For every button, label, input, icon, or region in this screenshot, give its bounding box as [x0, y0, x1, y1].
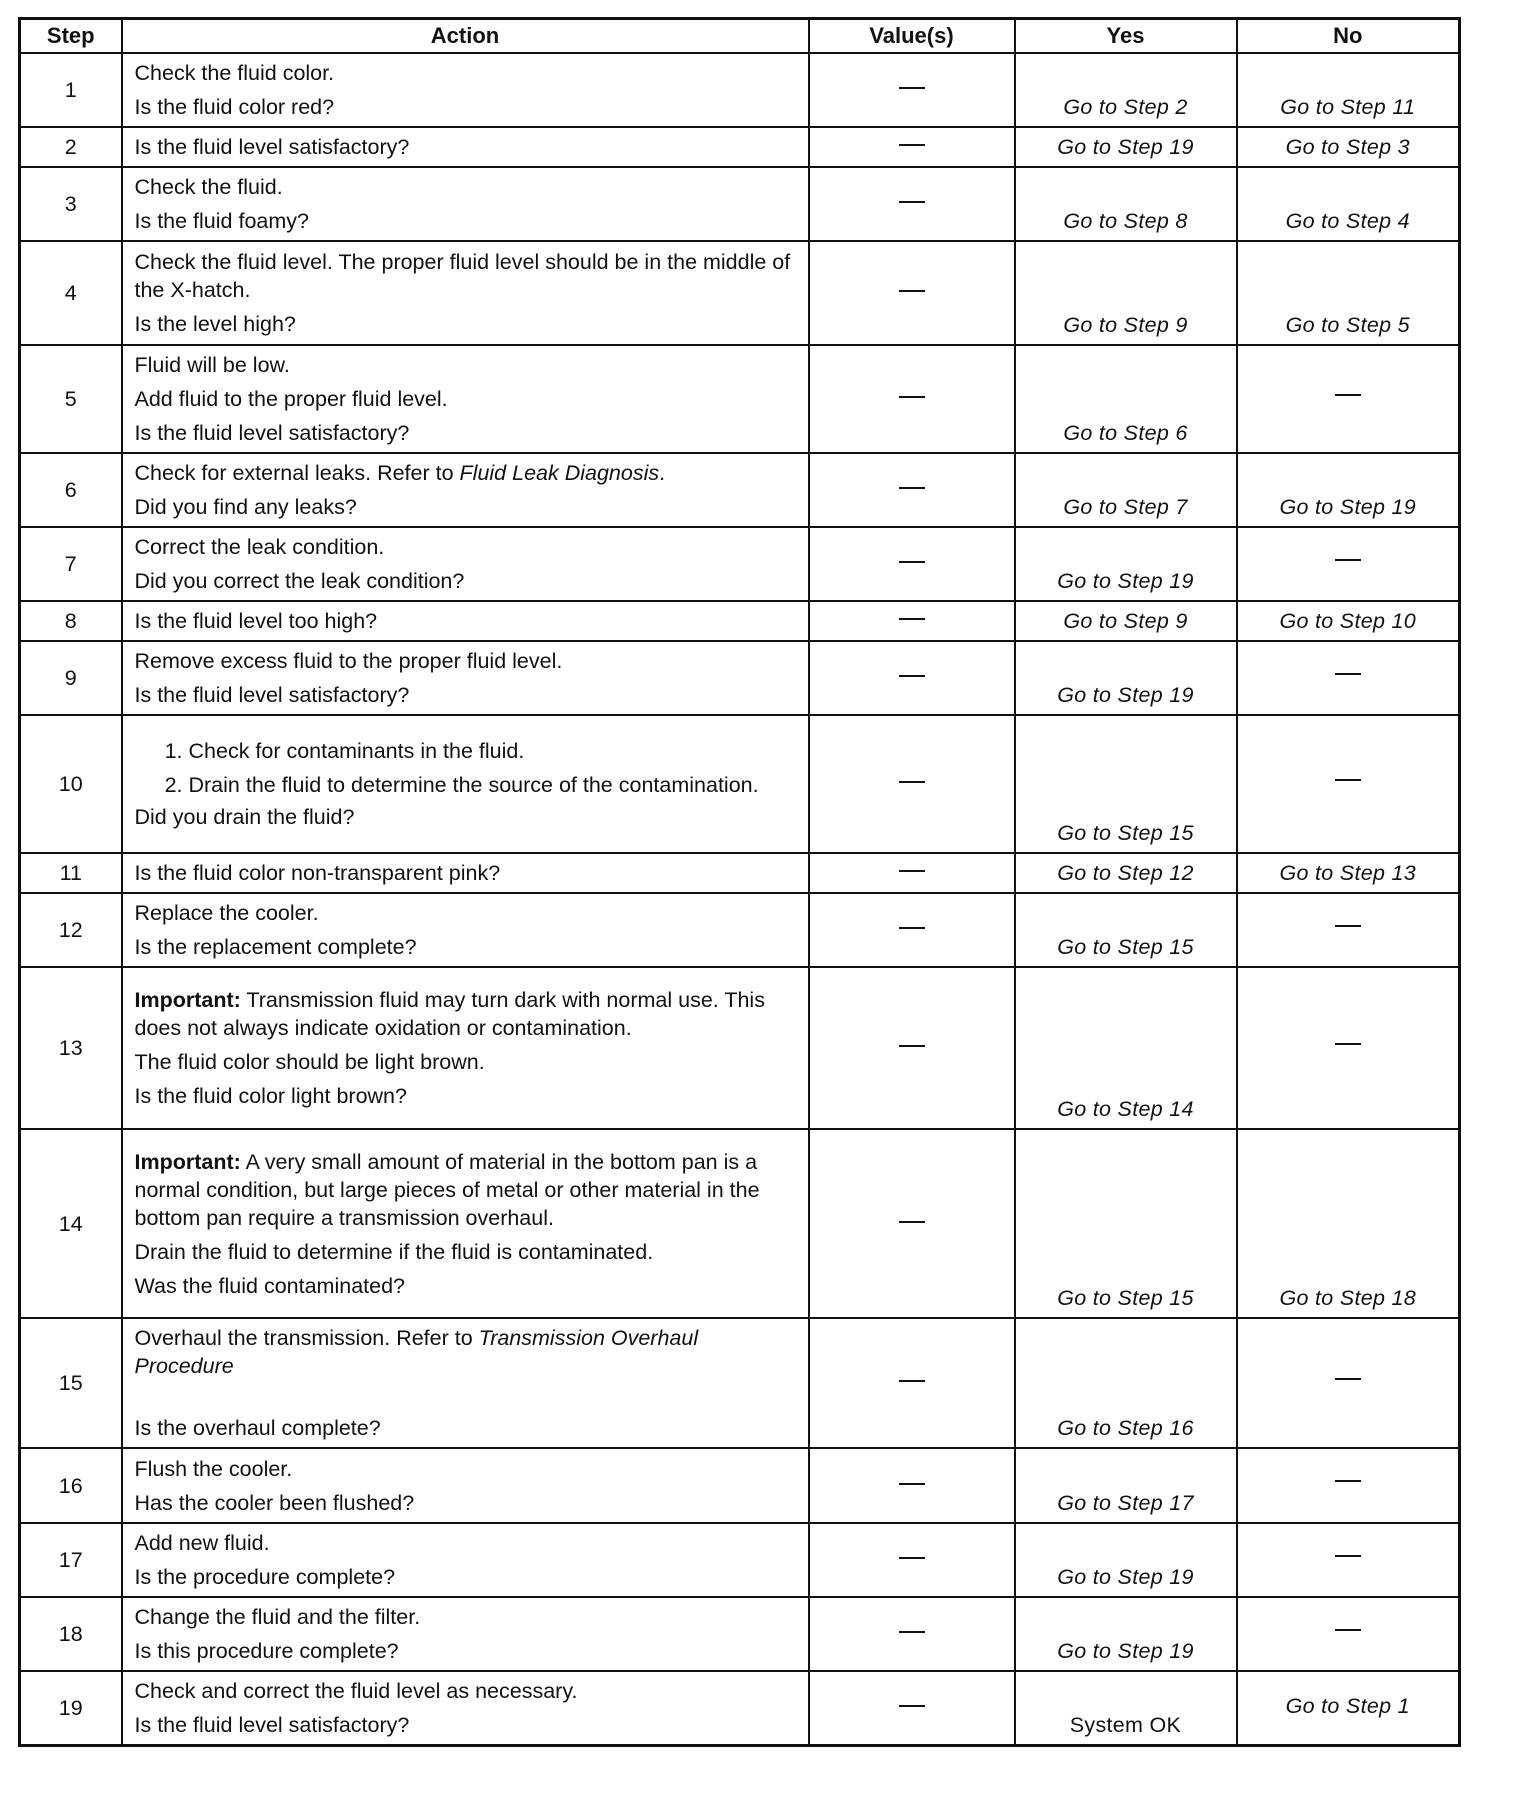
- yes-cell: Go to Step 9: [1015, 601, 1237, 641]
- action-text: Overhaul the transmission. Refer to: [134, 1326, 479, 1350]
- no-cell: Go to Step 1: [1237, 1671, 1460, 1746]
- yes-cell: Go to Step 15: [1015, 893, 1237, 967]
- no-cell: Go to Step 3: [1237, 127, 1460, 167]
- no-cell: Go to Step 4: [1237, 167, 1460, 241]
- action-line: Check and correct the fluid level as necessary.: [134, 1679, 578, 1703]
- action-line: Remove excess fluid to the proper fluid level.: [134, 649, 563, 673]
- table-row: [20, 601, 1460, 641]
- action-cell: [122, 53, 809, 127]
- yes-cell: Go to Step 15: [1015, 1129, 1237, 1318]
- action-question: Is the replacement complete?: [134, 935, 417, 959]
- value-cell: [809, 715, 1015, 853]
- value-cell: [809, 601, 1015, 641]
- dash-mark: [899, 1380, 925, 1382]
- step-number: 16: [20, 1448, 122, 1523]
- table-row: [20, 527, 1460, 601]
- dash-mark: [899, 487, 925, 489]
- yes-cell: Go to Step 16: [1015, 1318, 1237, 1448]
- action-line: Add new fluid.: [134, 1531, 270, 1555]
- value-cell: [809, 1523, 1015, 1597]
- important-note: [135, 986, 798, 1042]
- dash-mark: [899, 87, 925, 89]
- action-question: Is the fluid color light brown?: [134, 1084, 407, 1108]
- action-question: Is the overhaul complete?: [134, 1416, 381, 1440]
- step-number: 1: [20, 53, 122, 127]
- no-cell: [1237, 641, 1460, 715]
- header-values: Value(s): [809, 19, 1015, 54]
- no-cell: [1237, 527, 1460, 601]
- no-cell: [1237, 1318, 1460, 1448]
- yes-cell: Go to Step 19: [1015, 1523, 1237, 1597]
- action-line: Replace the cooler.: [134, 901, 319, 925]
- dash-mark: [1335, 1043, 1361, 1045]
- yes-cell: Go to Step 19: [1015, 641, 1237, 715]
- table-row: [20, 1318, 1460, 1448]
- dash-mark: [899, 1631, 925, 1633]
- dash-mark: [899, 675, 925, 677]
- important-label: Important:: [134, 988, 241, 1012]
- no-cell: [1237, 1523, 1460, 1597]
- numbered-list: [135, 737, 798, 799]
- yes-cell: Go to Step 7: [1015, 453, 1237, 527]
- action-question: Is this procedure complete?: [134, 1639, 399, 1663]
- action-question: Did you drain the fluid?: [134, 805, 355, 829]
- action-text-end: .: [659, 461, 666, 485]
- table-row: [20, 1523, 1460, 1597]
- dash-mark: [899, 290, 925, 292]
- no-cell: [1237, 893, 1460, 967]
- action-question: Is the procedure complete?: [134, 1565, 396, 1589]
- action-question: Has the cooler been flushed?: [134, 1490, 415, 1515]
- dash-mark: [1335, 779, 1361, 781]
- important-text: A very small amount of material in the bottom pan is a normal condition, but large pieces of metal or other material in the bottom pan require a transmission overhaul.: [134, 1149, 760, 1230]
- value-cell: [809, 53, 1015, 127]
- step-number: 8: [20, 601, 122, 641]
- no-cell: Go to Step 18: [1237, 1129, 1460, 1318]
- value-cell: [809, 1129, 1015, 1318]
- header-yes: Yes: [1015, 19, 1237, 54]
- value-cell: [809, 853, 1015, 893]
- dash-mark: [899, 561, 925, 563]
- action-line: The fluid color should be light brown.: [134, 1050, 485, 1074]
- dash-mark: [1335, 1555, 1361, 1557]
- table-row: [20, 345, 1460, 453]
- value-cell: [809, 345, 1015, 453]
- step-number: 10: [20, 715, 122, 853]
- value-cell: [809, 1318, 1015, 1448]
- yes-cell: Go to Step 9: [1015, 241, 1237, 345]
- action-cell: [122, 127, 809, 167]
- diagnostic-table: [18, 17, 1461, 1747]
- important-label: Important:: [134, 1149, 241, 1174]
- no-cell: [1237, 345, 1460, 453]
- value-cell: [809, 967, 1015, 1129]
- action-line: Flush the cooler.: [134, 1456, 293, 1481]
- step-number: 4: [20, 241, 122, 345]
- list-item: 1. Check for contaminants in the fluid.: [189, 737, 798, 765]
- table-row: [20, 1671, 1460, 1746]
- table-row: [20, 127, 1460, 167]
- action-question: Is the fluid level satisfactory?: [134, 683, 410, 707]
- no-cell: Go to Step 10: [1237, 601, 1460, 641]
- action-line: Drain the fluid to determine if the fluid is contaminated.: [134, 1239, 654, 1264]
- yes-cell: Go to Step 12: [1015, 853, 1237, 893]
- value-cell: [809, 167, 1015, 241]
- dash-mark: [899, 1221, 925, 1223]
- action-cell: [122, 453, 809, 527]
- value-cell: [809, 1448, 1015, 1523]
- yes-cell: Go to Step 19: [1015, 1597, 1237, 1671]
- dash-mark: [899, 1705, 925, 1707]
- action-cell: [122, 527, 809, 601]
- no-cell: [1237, 1448, 1460, 1523]
- action-line: [135, 1324, 798, 1380]
- action-cell: [122, 1523, 809, 1597]
- no-cell: Go to Step 13: [1237, 853, 1460, 893]
- step-number: 18: [20, 1597, 122, 1671]
- action-question: Was the fluid contaminated?: [134, 1273, 405, 1298]
- reference-link: Fluid Leak Diagnosis: [459, 461, 660, 485]
- value-cell: [809, 641, 1015, 715]
- dash-mark: [1335, 1378, 1361, 1380]
- step-number: 6: [20, 453, 122, 527]
- reference-link: Transmission Overhaul Procedure: [134, 1326, 699, 1378]
- table-row: [20, 241, 1460, 345]
- action-cell: [122, 345, 809, 453]
- table-row: [20, 641, 1460, 715]
- action-question: Is the fluid color red?: [134, 95, 335, 119]
- no-cell: Go to Step 19: [1237, 453, 1460, 527]
- value-cell: [809, 453, 1015, 527]
- table-row: [20, 1448, 1460, 1523]
- action-cell: [122, 967, 809, 1129]
- step-number: 9: [20, 641, 122, 715]
- dash-mark: [1335, 1629, 1361, 1631]
- yes-cell: Go to Step 19: [1015, 127, 1237, 167]
- dash-mark: [1335, 559, 1361, 561]
- action-cell: [122, 1448, 809, 1523]
- action-cell: [122, 1597, 809, 1671]
- action-line: Add fluid to the proper fluid level.: [134, 387, 448, 411]
- yes-cell: Go to Step 8: [1015, 167, 1237, 241]
- no-cell: Go to Step 11: [1237, 53, 1460, 127]
- dash-mark: [1335, 394, 1361, 396]
- action-line: Correct the leak condition.: [134, 535, 385, 559]
- action-cell: [122, 893, 809, 967]
- table-row: [20, 1129, 1460, 1318]
- step-number: 19: [20, 1671, 122, 1746]
- action-line: [135, 459, 798, 487]
- no-cell: Go to Step 5: [1237, 241, 1460, 345]
- step-number: 7: [20, 527, 122, 601]
- action-cell: [122, 1671, 809, 1746]
- action-cell: [122, 1318, 809, 1448]
- table-row: [20, 967, 1460, 1129]
- table-row: [20, 893, 1460, 967]
- dash-mark: [899, 927, 925, 929]
- action-cell: [122, 241, 809, 345]
- value-cell: [809, 527, 1015, 601]
- action-question: Is the fluid level too high?: [134, 609, 378, 633]
- important-text: Transmission fluid may turn dark with normal use. This does not always indicate oxidation or contamination.: [134, 988, 765, 1040]
- list-item: 2. Drain the fluid to determine the source of the contamination.: [189, 771, 798, 799]
- important-note: [135, 1148, 798, 1232]
- value-cell: [809, 893, 1015, 967]
- action-cell: [122, 641, 809, 715]
- value-cell: [809, 127, 1015, 167]
- step-number: 3: [20, 167, 122, 241]
- dash-mark: [1335, 673, 1361, 675]
- step-number: 17: [20, 1523, 122, 1597]
- header-row: [20, 19, 1460, 54]
- dash-mark: [899, 781, 925, 783]
- diagnostic-table-container: [18, 17, 1458, 1747]
- table-row: [20, 453, 1460, 527]
- action-line: Fluid will be low.: [134, 353, 290, 377]
- action-question: Did you correct the leak condition?: [134, 569, 465, 593]
- table-row: [20, 853, 1460, 893]
- dash-mark: [899, 144, 925, 146]
- no-cell: [1237, 1597, 1460, 1671]
- table-row: [20, 715, 1460, 853]
- action-cell: [122, 1129, 809, 1318]
- dash-mark: [899, 618, 925, 620]
- action-cell: [122, 853, 809, 893]
- yes-cell: Go to Step 19: [1015, 527, 1237, 601]
- header-action: Action: [122, 19, 809, 54]
- header-step: Step: [20, 19, 122, 54]
- step-number: 12: [20, 893, 122, 967]
- step-number: 5: [20, 345, 122, 453]
- action-question: Is the fluid color non-transparent pink?: [134, 861, 501, 885]
- header-no: No: [1237, 19, 1460, 54]
- table-row: [20, 1597, 1460, 1671]
- action-cell: [122, 167, 809, 241]
- dash-mark: [899, 1483, 925, 1485]
- no-cell: [1237, 715, 1460, 853]
- value-cell: [809, 1671, 1015, 1746]
- action-question: Is the level high?: [134, 312, 296, 336]
- action-question: Is the fluid level satisfactory?: [134, 421, 410, 445]
- action-cell: [122, 715, 809, 853]
- step-number: 11: [20, 853, 122, 893]
- yes-cell: Go to Step 14: [1015, 967, 1237, 1129]
- value-cell: [809, 241, 1015, 345]
- step-number: 2: [20, 127, 122, 167]
- yes-cell: Go to Step 17: [1015, 1448, 1237, 1523]
- yes-cell: Go to Step 15: [1015, 715, 1237, 853]
- value-cell: [809, 1597, 1015, 1671]
- dash-mark: [1335, 925, 1361, 927]
- table-row: [20, 53, 1460, 127]
- action-question: Is the fluid level satisfactory?: [134, 135, 410, 159]
- yes-cell: Go to Step 2: [1015, 53, 1237, 127]
- action-line: Check the fluid.: [134, 175, 283, 199]
- dash-mark: [899, 870, 925, 872]
- action-line: Change the fluid and the filter.: [134, 1605, 421, 1629]
- action-question: Is the fluid level satisfactory?: [134, 1713, 410, 1737]
- action-text: Check for external leaks. Refer to: [134, 461, 460, 485]
- action-cell: [122, 601, 809, 641]
- dash-mark: [899, 396, 925, 398]
- yes-cell: Go to Step 6: [1015, 345, 1237, 453]
- action-question: Is the fluid foamy?: [134, 209, 309, 233]
- action-line: Check the fluid color.: [134, 61, 335, 85]
- table-row: [20, 167, 1460, 241]
- step-number: 15: [20, 1318, 122, 1448]
- yes-cell: System OK: [1015, 1671, 1237, 1746]
- dash-mark: [1335, 1480, 1361, 1482]
- step-number: 14: [20, 1129, 122, 1318]
- no-cell: [1237, 967, 1460, 1129]
- action-line: Check the fluid level. The proper fluid level should be in the middle of the X-hatch.: [134, 250, 791, 302]
- action-question: Did you find any leaks?: [134, 495, 357, 519]
- dash-mark: [899, 1557, 925, 1559]
- step-number: 13: [20, 967, 122, 1129]
- dash-mark: [899, 201, 925, 203]
- dash-mark: [899, 1045, 925, 1047]
